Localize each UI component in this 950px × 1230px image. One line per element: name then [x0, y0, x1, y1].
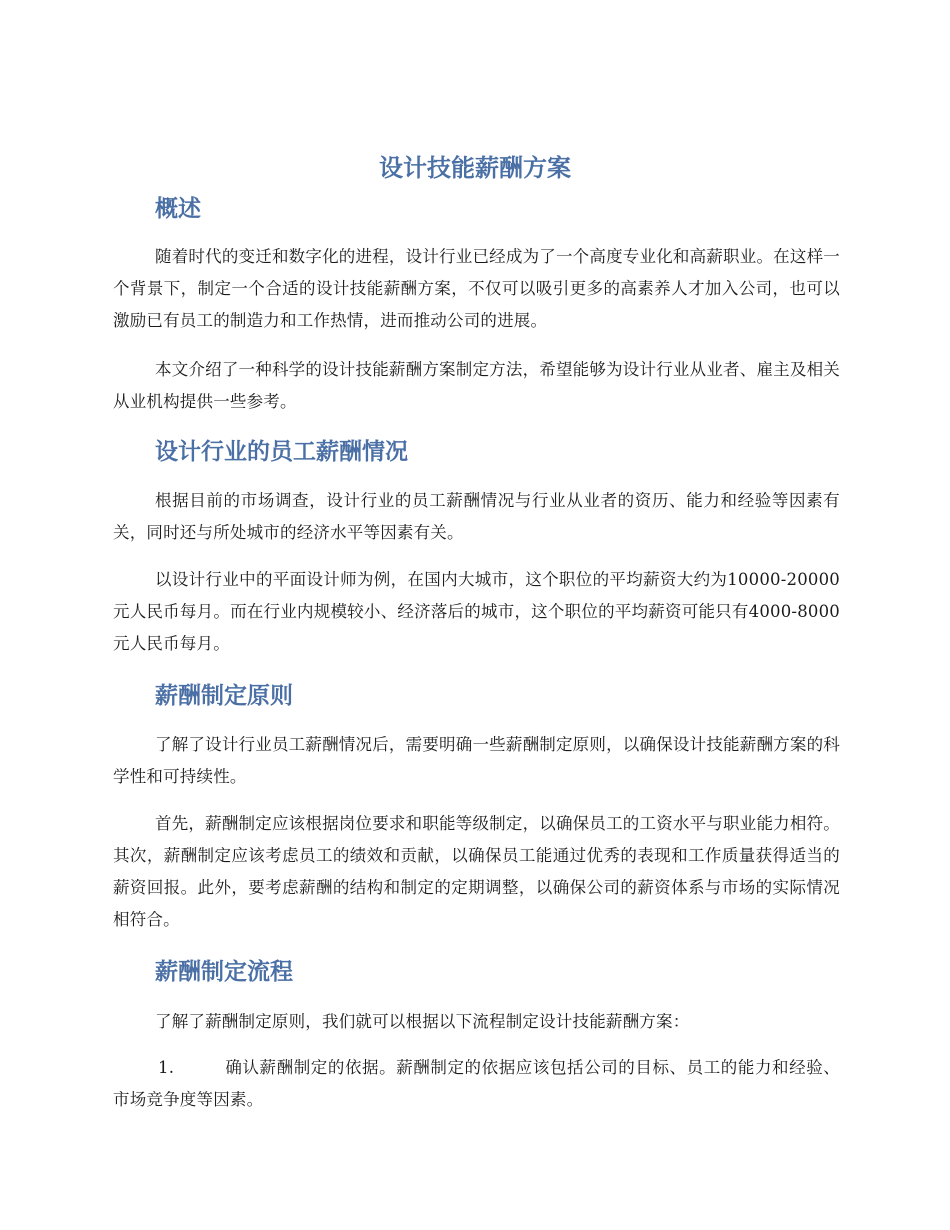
paragraph: 根据目前的市场调查，设计行业的员工薪酬情况与行业从业者的资历、能力和经验等因素有关，同时还与所处城市的经济水平等因素有关。 — [113, 491, 840, 542]
paragraph: 了解了设计行业员工薪酬情况后，需要明确一些薪酬制定原则，以确保设计技能薪酬方案的科学性和可持续性。 — [113, 735, 840, 786]
paragraph: 了解了薪酬制定原则，我们就可以根据以下流程制定设计技能薪酬方案： — [155, 1012, 690, 1031]
document-title: 设计技能薪酬方案 — [379, 154, 571, 182]
section-heading-salary-situation: 设计行业的员工薪酬情况 — [155, 439, 408, 465]
list-item — [113, 1052, 840, 1116]
section-heading-overview: 概述 — [155, 196, 201, 222]
paragraph: 本文介绍了一种科学的设计技能薪酬方案制定方法，希望能够为设计行业从业者、雇主及相关从业机构提供一些参考。 — [113, 360, 840, 411]
list-item-text: 确认薪酬制定的依据。薪酬制定的依据应该包括公司的目标、员工的能力和经验、市场竞争度等因素。 — [113, 1058, 840, 1109]
paragraph: 随着时代的变迁和数字化的进程，设计行业已经成为了一个高度专业化和高薪职业。在这样一个背景下，制定一个合适的设计技能薪酬方案，不仅可以吸引更多的高素养人才加入公司，也可以激励已有员工的制造力和工作热情，进而推动公司的进展。 — [113, 247, 840, 330]
section-heading-principles: 薪酬制定原则 — [155, 683, 293, 709]
list-item-number: 1. — [158, 1058, 175, 1077]
section-heading-process: 薪酬制定流程 — [155, 959, 293, 985]
paragraph: 首先，薪酬制定应该根据岗位要求和职能等级制定，以确保员工的工资水平与职业能力相符。其次，薪酬制定应该考虑员工的绩效和贡献，以确保员工能通过优秀的表现和工作质量获得适当的薪资回报。此外，要考虑薪酬的结构和制定的定期调整，以确保公司的薪资体系与市场的实际情况相符合。 — [113, 814, 840, 929]
paragraph: 以设计行业中的平面设计师为例，在国内大城市，这个职位的平均薪资大约为10000-20000元人民币每月。而在行业内规模较小、经济落后的城市，这个职位的平均薪资可能只有4000-8000元人民币每月。 — [113, 570, 840, 653]
